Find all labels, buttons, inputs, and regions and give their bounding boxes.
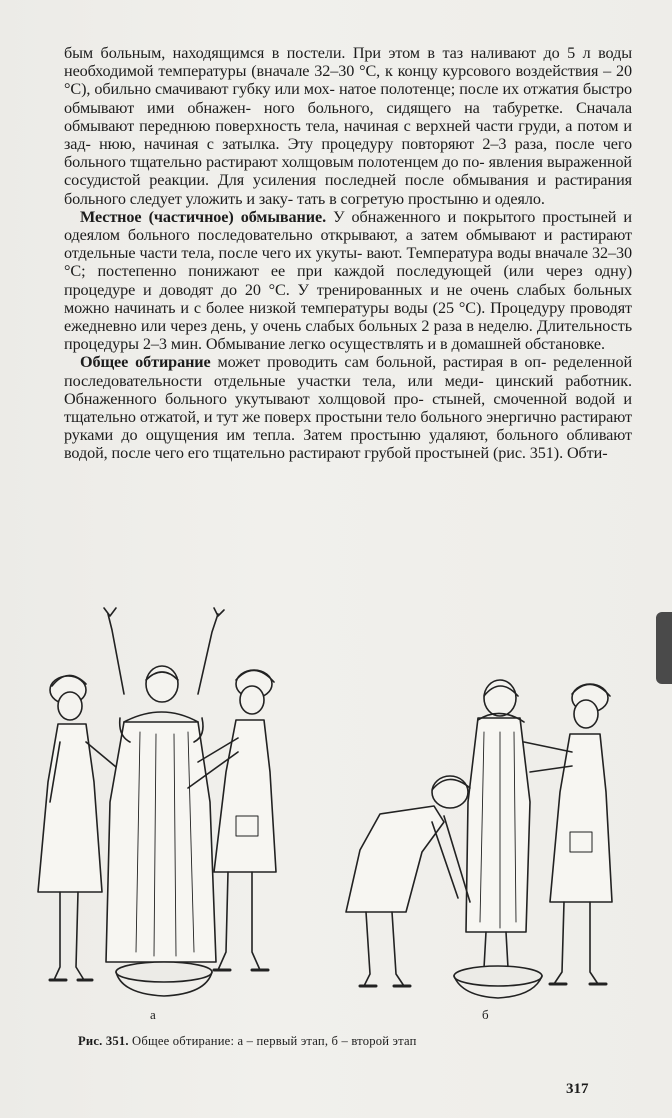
text-line: обмывают и растирают отдельные части тела, после чего их укуты- bbox=[64, 226, 632, 263]
text-line: вают. Температура воды вначале 32–30 °С; постепенно понижают bbox=[64, 244, 632, 281]
text-line: простыней и одеялом больного последовательно открывают, а затем bbox=[64, 207, 632, 245]
page-edge-tab bbox=[656, 612, 672, 684]
text-line: до 20 °С. У тренированных и не очень слабых больных можно bbox=[64, 280, 632, 317]
figure-351-illustration bbox=[30, 602, 630, 1022]
text-line: явления выраженной сосудистой реакции. Для усиления последней bbox=[64, 153, 632, 190]
text-line: поверхность тела, начиная с верхней части груди, а потом и зад- bbox=[64, 116, 632, 154]
text-line: ределенной последовательности отдельные участки тела, или меди- bbox=[64, 353, 633, 390]
text-line: в неделю. Длительность процедуры 2–3 мин. Обмывание легко bbox=[64, 317, 632, 354]
subfigure-label-a: а bbox=[150, 1007, 156, 1022]
text-line: бым больным, находящимся в постели. При этом в таз наливают до bbox=[64, 44, 560, 62]
text-line: начинать и с более низкой температуры воды (25 °С). Процедуру bbox=[114, 298, 566, 317]
paragraph-heading: Местное (частичное) обмывание. bbox=[80, 207, 327, 226]
text-line: проводят ежедневно или через день, у очень слабых больных 2 раза bbox=[64, 298, 633, 336]
text-line: курсового воздействия – 20 °С), обильно смачивают губку или мох- bbox=[64, 62, 633, 99]
caption-label: Рис. 351. bbox=[78, 1034, 129, 1048]
text-line: ного больного, сидящего на табуретке. Сначала обмывают переднюю bbox=[64, 98, 632, 135]
text-line: чего его тщательно растирают грубой простыней (рис. 351). Обти- bbox=[154, 444, 608, 463]
text-line: тать в согретую простыню и одеяло. bbox=[297, 189, 545, 208]
paragraph bbox=[64, 208, 632, 354]
text-line: 5 л воды необходимой температуры (вначале 32–30 °С, к концу bbox=[64, 44, 632, 81]
paragraph-heading: Общее обтирание bbox=[80, 353, 211, 372]
figure-caption bbox=[78, 1034, 598, 1048]
caption-text: Общее обтирание: а – первый этап, б – второй этап bbox=[128, 1034, 417, 1048]
subfigure-label-b: б bbox=[482, 1007, 489, 1022]
bathing-illustration bbox=[30, 602, 630, 1022]
text-line: цинский работник. Обнаженного больного укутывают холщовой про- bbox=[64, 371, 633, 408]
text-line: У обнаженного и покрытого bbox=[326, 207, 536, 226]
text-line: ее при каждой последующей (или через одну) процедуре и доводят bbox=[64, 262, 633, 299]
text-line: нюю, начиная с затылка. Эту процедуру повторяют 2–3 раза, после bbox=[99, 135, 595, 154]
text-line: чего больного тщательно растирают холщовым полотенцем до по- bbox=[64, 135, 632, 172]
paragraph bbox=[64, 353, 632, 462]
body-text bbox=[64, 44, 632, 463]
text-line: простыни тело больного энергично растирают руками до ощущения bbox=[64, 408, 632, 445]
text-line: после обмывания и растирания больного следует уложить и заку- bbox=[64, 171, 632, 208]
page-number: 317 bbox=[566, 1081, 589, 1097]
text-line: осуществлять и в домашней обстановке. bbox=[329, 335, 605, 354]
text-line: стыней, смоченной водой и тщательно отжатой, и тут же поверх bbox=[64, 389, 632, 427]
text-line: натое полотенце; после их отжатия быстро обмывают ими обнажен- bbox=[64, 80, 632, 117]
text-line: может проводить сам больной, растирая в оп- bbox=[210, 353, 547, 372]
paragraph bbox=[64, 44, 632, 208]
text-line: им тепла. Затем простыню удаляют, больного обливают водой, после bbox=[64, 426, 632, 463]
